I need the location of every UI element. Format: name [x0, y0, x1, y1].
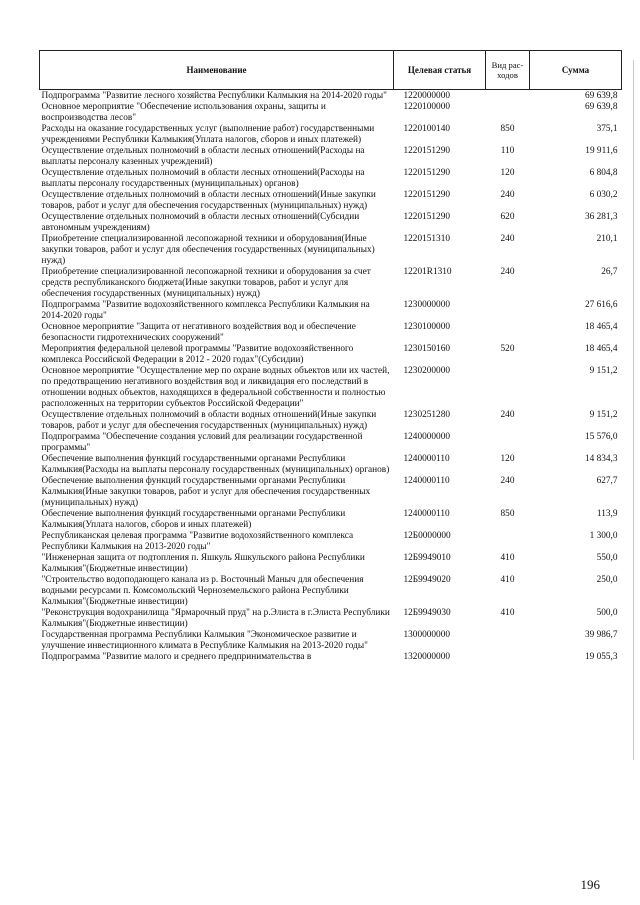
row-amount: 1 300,0	[589, 531, 618, 541]
row-expense-type: 410	[500, 608, 515, 618]
row-amount: 19 055,3	[584, 652, 618, 662]
row-expense-type	[486, 300, 530, 322]
row-expense-type: 240	[500, 190, 515, 200]
table-row	[40, 531, 622, 553]
row-name: Республиканская целевая программа "Развитие водохозяйственного комплекса Республики Калмыкия на 2013-2020 годы"	[41, 531, 354, 552]
table-row	[40, 454, 622, 476]
row-target-code: 1230000000	[403, 300, 450, 310]
row-expense-type: 850	[500, 509, 515, 519]
row-name: Основное мероприятие "Осуществление мер по охране водных объектов или их частей, по предотвращению негативного воздействия вод и ликвидация его последствий в отношении водных объектов, находящихся в федеральной собственности и полностью расположенных на территории субъектов Российской Федерации"	[41, 366, 390, 409]
row-target-code: 1240000110	[403, 454, 450, 464]
row-name: Приобретение специализированной лесопожарной техники и оборудования(Иные закупки товаров, работ и услуг для обеспечения государственных (муниципальных) нужд)	[41, 234, 375, 266]
row-name: Подпрограмма "Обеспечение создания условий для реализации государственной программы"	[41, 432, 363, 453]
row-name: "Инженерная защита от подтопления п. Яшкуль Яшкульского района Республики Калмыкия"(Бюджетные инвестиции)	[41, 553, 365, 574]
row-target-code: 1300000000	[403, 630, 450, 640]
row-name: Подпрограмма "Развитие малого и среднего предпринимательства в	[41, 652, 312, 662]
row-target-code: 1220151290	[403, 190, 450, 200]
row-expense-type: 240	[500, 476, 515, 486]
row-amount: 36 281,3	[584, 212, 618, 222]
table-row	[40, 344, 622, 366]
row-expense-type	[486, 432, 530, 454]
row-target-code: 12Б0000000	[403, 531, 451, 541]
header-name: Наименование	[40, 51, 394, 90]
row-expense-type	[486, 102, 530, 124]
row-amount: 375,1	[596, 124, 618, 134]
row-expense-type: 520	[500, 344, 515, 354]
table-row	[40, 267, 622, 300]
row-expense-type: 120	[500, 454, 515, 464]
row-name: Государственная программа Республики Калмыкия "Экономическое развитие и улучшение инвестиционного климата в Республике Калмыкия на 2013-2020 годы"	[41, 630, 368, 651]
table-row	[40, 630, 622, 652]
row-target-code: 1230100000	[403, 322, 450, 332]
table-row	[40, 608, 622, 630]
row-target-code: 1240000110	[403, 476, 450, 486]
row-target-code: 1230150160	[403, 344, 450, 354]
row-amount: 250,0	[596, 575, 618, 585]
table-row	[40, 124, 622, 146]
row-target-code: 1220151290	[403, 212, 450, 222]
header-expense-type: Вид рас-ходов	[486, 51, 530, 90]
table-row	[40, 432, 622, 454]
scan-edge-line	[633, 60, 634, 760]
row-expense-type	[486, 652, 530, 663]
row-amount: 6 030,2	[589, 190, 618, 200]
row-amount: 26,7	[601, 267, 618, 277]
row-target-code: 1240000000	[403, 432, 450, 442]
row-name: Основное мероприятие "Защита от негативного воздействия вод и обеспечение безопасности гидротехнических сооружений"	[41, 322, 356, 343]
table-row	[40, 300, 622, 322]
row-target-code: 12Б9949010	[403, 553, 451, 563]
row-amount: 27 616,6	[584, 300, 618, 310]
table-row	[40, 476, 622, 509]
row-name: Осуществление отдельных полномочий в области лесных отношений(Иные закупки товаров, работ и услуг для обеспечения государственных (муниципальных) нужд)	[41, 190, 376, 211]
row-name: "Реконструкция водохранилища "Ярмарочный пруд" на р.Элиста в г.Элиста Республики Калмыкия"(Бюджетные инвестиции)	[41, 608, 390, 629]
row-name: Осуществление отдельных полномочий в области водных отношений(Иные закупки товаров, работ и услуг для обеспечения государственных (муниципальных) нужд)	[41, 410, 377, 431]
row-name: Осуществление отдельных полномочий в области лесных отношений(Субсидии автономным учреждениям)	[41, 212, 360, 233]
row-target-code: 12Б9949030	[403, 608, 451, 618]
row-amount: 14 834,3	[584, 454, 618, 464]
table-body	[40, 90, 622, 664]
row-amount: 6 804,8	[589, 168, 618, 178]
row-expense-type: 240	[500, 234, 515, 244]
row-target-code: 1220151290	[403, 146, 450, 156]
row-target-code: 1220151310	[403, 234, 450, 244]
table-row	[40, 652, 622, 663]
row-amount: 15 576,0	[584, 432, 618, 442]
row-amount: 18 465,4	[584, 344, 618, 354]
page-number: 196	[580, 877, 600, 892]
row-name: Подпрограмма "Развитие водохозяйственного комплекса Республики Калмыкия на 2014-2020 годы"	[41, 300, 370, 321]
budget-table	[39, 50, 622, 663]
row-amount: 69 639,8	[584, 91, 618, 101]
row-target-code: 1230200000	[403, 366, 450, 376]
row-target-code: 1220100140	[403, 124, 450, 134]
row-expense-type: 240	[500, 410, 515, 420]
row-expense-type: 620	[500, 212, 515, 222]
row-amount: 39 986,7	[584, 630, 618, 640]
row-name: Обеспечение выполнения функций государственными органами Республики Калмыкия(Иные закупки товаров, работ и услуг для обеспечения государственных (муниципальных) нужд)	[41, 476, 371, 508]
row-name: Приобретение специализированной лесопожарной техники и оборудования за счет средств республиканского бюджета(Иные закупки товаров, работ и услуг для обеспечения государственных (муниципальных) нужд)	[41, 267, 371, 299]
row-amount: 500,0	[596, 608, 618, 618]
table-row	[40, 366, 622, 410]
row-expense-type	[486, 322, 530, 344]
row-amount: 19 911,6	[585, 146, 618, 156]
header-amount: Сумма	[530, 51, 622, 90]
table-row	[40, 212, 622, 234]
table-row	[40, 553, 622, 575]
row-target-code: 1240000110	[403, 509, 450, 519]
table-row	[40, 90, 622, 103]
row-amount: 9 151,2	[589, 410, 618, 420]
row-expense-type	[486, 531, 530, 553]
row-expense-type	[486, 90, 530, 103]
row-name: Подпрограмма "Развитие лесного хозяйства Республики Калмыкия на 2014-2020 годы"	[41, 91, 387, 101]
table-row	[40, 146, 622, 168]
row-target-code: 12201R1310	[403, 267, 452, 277]
row-target-code: 12Б9949020	[403, 575, 451, 585]
table-row	[40, 575, 622, 608]
row-expense-type: 410	[500, 553, 515, 563]
row-expense-type: 240	[500, 267, 515, 277]
row-target-code: 1220151290	[403, 168, 450, 178]
table-row	[40, 234, 622, 267]
row-amount: 550,0	[596, 553, 618, 563]
row-expense-type	[486, 366, 530, 410]
header-code: Целевая статья	[394, 51, 486, 90]
row-name: Обеспечение выполнения функций государственными органами Республики Калмыкия(Уплата налогов, сборов и иных платежей)	[41, 509, 346, 530]
row-expense-type: 120	[500, 168, 515, 178]
row-amount: 18 465,4	[584, 322, 618, 332]
row-amount: 113,9	[596, 509, 618, 519]
row-expense-type: 410	[500, 575, 515, 585]
row-expense-type: 110	[500, 146, 515, 156]
row-amount: 627,7	[596, 476, 618, 486]
table-row	[40, 168, 622, 190]
row-name: Осуществление отдельных полномочий в области лесных отношений(Расходы на выплаты персоналу государственных (муниципальных) органов)	[41, 168, 365, 189]
row-target-code: 1230251280	[403, 410, 450, 420]
table-row	[40, 410, 622, 432]
row-name: Осуществление отдельных полномочий в области лесных отношений(Расходы на выплаты персоналу казенных учреждений)	[41, 146, 365, 167]
row-name: Основное мероприятие "Обеспечение использования охраны, защиты и воспроизводства лесов"	[41, 102, 326, 123]
table-row	[40, 322, 622, 344]
table-header	[40, 51, 622, 90]
row-expense-type: 850	[500, 124, 515, 134]
row-target-code: 1320000000	[403, 652, 450, 662]
row-name: Мероприятия федеральной целевой программы "Развитие водохозяйственного комплекса Российской Федерации в 2012 - 2020 годах"(Субсидии)	[41, 344, 354, 365]
row-expense-type	[486, 630, 530, 652]
table-row	[40, 509, 622, 531]
row-amount: 210,1	[596, 234, 618, 244]
row-name: "Строительство водоподающего канала из р. Восточный Маныч для обеспечения водными ресурсами п. Комсомольский Черноземельского района Республики Калмыкия"(Бюджетные инвестиции)	[41, 575, 364, 607]
row-target-code: 1220100000	[403, 102, 450, 112]
row-name: Обеспечение выполнения функций государственными органами Республики Калмыкия(Расходы на выплаты персоналу государственных (муниципальных) органов)	[41, 454, 390, 475]
table-row	[40, 190, 622, 212]
row-target-code: 1220000000	[403, 91, 450, 101]
row-amount: 9 151,2	[589, 366, 618, 376]
table-row	[40, 102, 622, 124]
row-name: Расходы на оказание государственных услуг (выполнение работ) государственными учреждениями Республики Калмыкия(Уплата налогов, сборов и иных платежей)	[41, 124, 375, 145]
row-amount: 69 639,8	[584, 102, 618, 112]
